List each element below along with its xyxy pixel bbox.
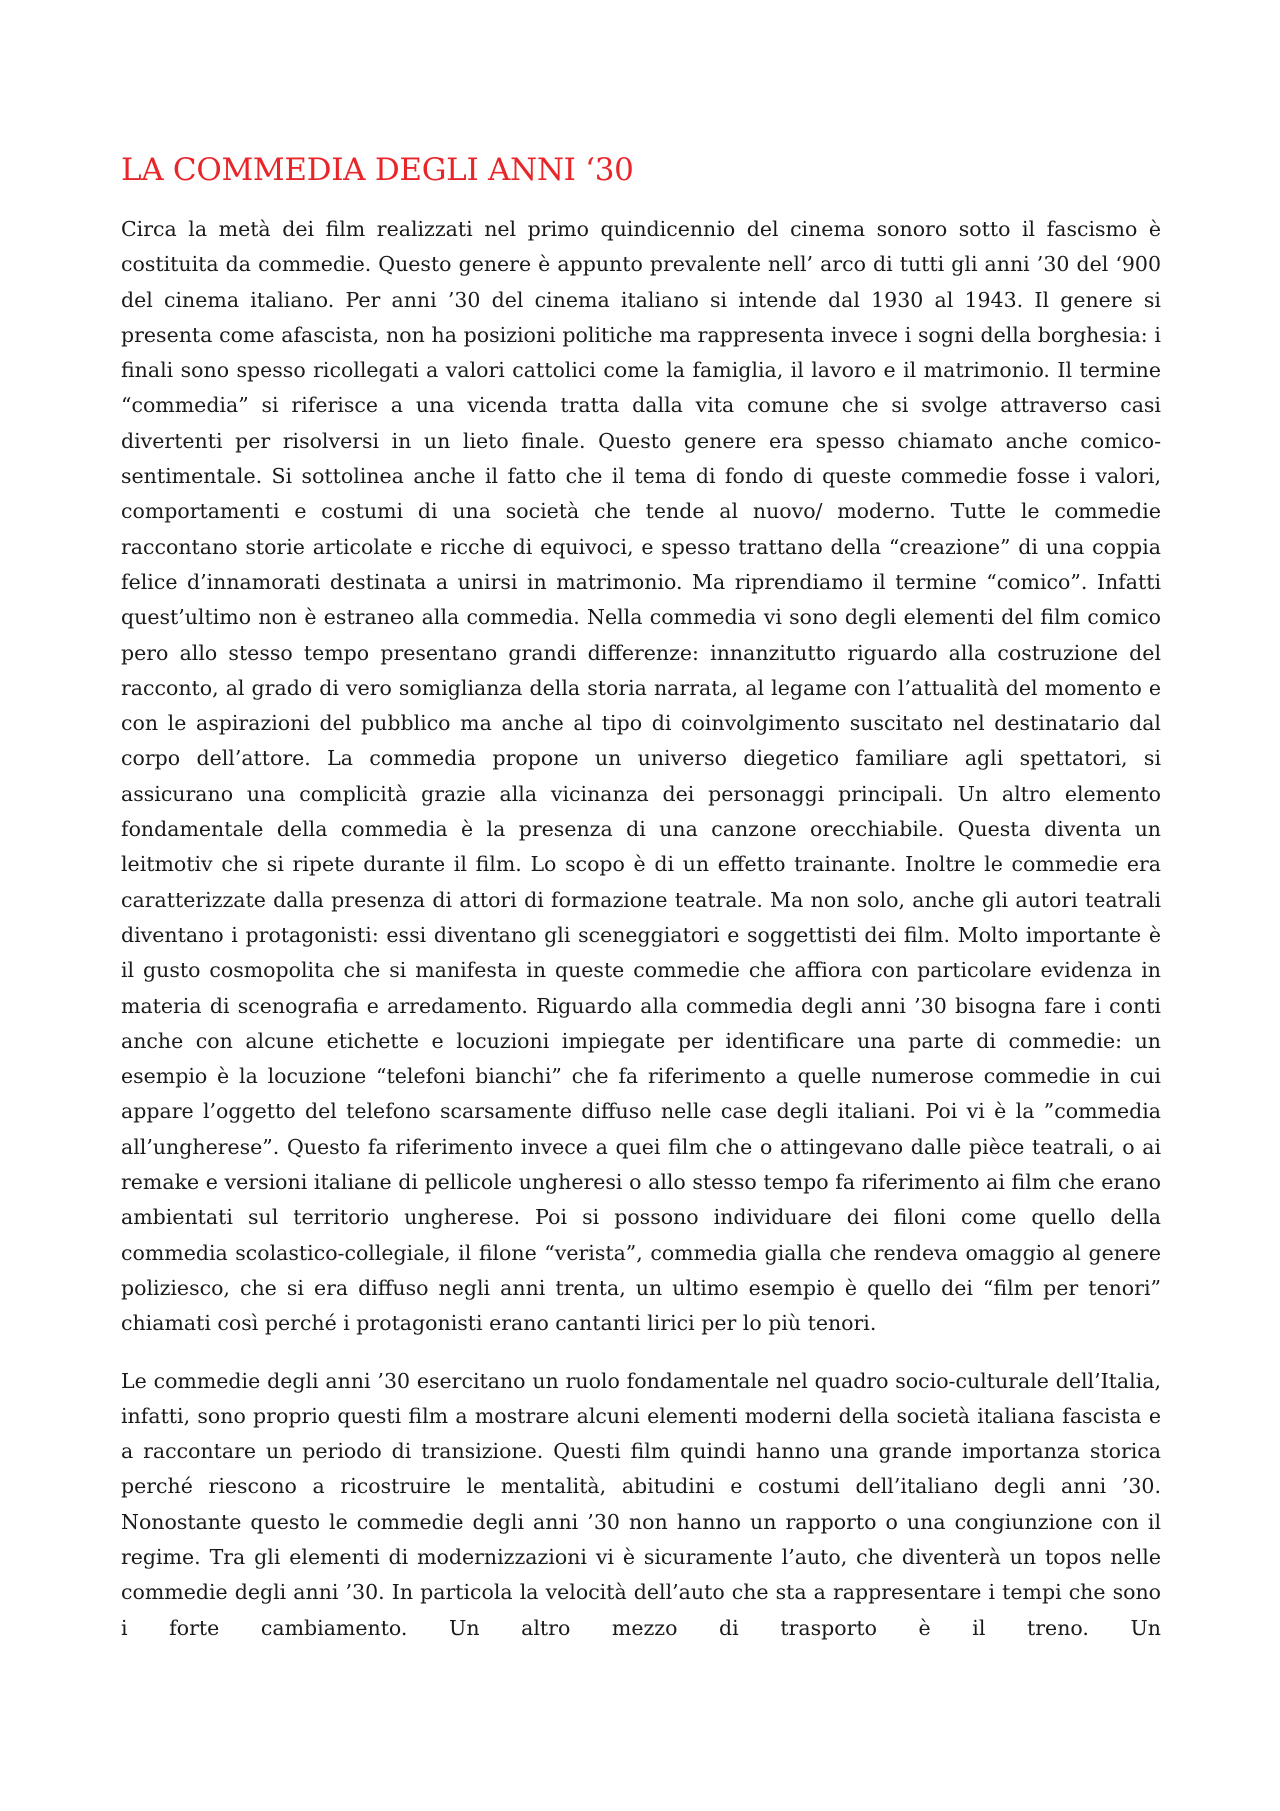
document-title: LA COMMEDIA DEGLI ANNI ‘30	[121, 152, 634, 188]
paragraph-2: Le commedie degli anni ’30 esercitano un ruolo fondamentale nel quadro socio-culturale dell’Italia, infatti, sono proprio questi film a mostrare alcuni elementi moderni della società italiana fascista e a raccontare un periodo di transizione. Questi film quindi hanno una grande importanza storica perché riescono a ricostruire le mentalità, abitudini e costumi dell’italiano degli anni ’30. Nonostante questo le commedie degli anni ’30 non hanno un rapporto o una congiunzione con il regime. Tra gli elementi di modernizzazioni vi è sicuramente l’auto, che diventerà un topos nelle commedie degli anni ’30. In particola la velocità dell’auto che sta a rappresentare i tempi che sono i forte cambiamento. Un altro mezzo di trasporto è il treno. Un	[121, 1368, 1161, 1640]
document-page	[121, 150, 1161, 1646]
paragraph-1: Circa la metà dei film realizzati nel primo quindicennio del cinema sonoro sotto il fascismo è costituita da commedie. Questo genere è appunto prevalente nell’ arco di tutti gli anni ’30 del ‘900 del cinema italiano. Per anni ’30 del cinema italiano si intende dal 1930 al 1943. Il genere si presenta come afascista, non ha posizioni politiche ma rappresenta invece i sogni della borghesia: i finali sono spesso ricollegati a valori cattolici come la famiglia, il lavoro e il matrimonio. Il termine “commedia” si riferisce a una vicenda tratta dalla vita comune che si svolge attraverso casi divertenti per risolversi in un lieto finale. Questo genere era spesso chiamato anche comico-sentimentale. Si sottolinea anche il fatto che il tema di fondo di queste commedie fosse i valori, comportamenti e costumi di una società che tende al nuovo/ moderno. Tutte le commedie raccontano storie articolate e ricche di equivoci, e spesso trattano della “creazione” di una coppia felice d’innamorati destinata a unirsi in matrimonio. Ma riprendiamo il termine “comico”. Infatti quest’ultimo non è estraneo alla commedia. Nella commedia vi sono degli elementi del film comico pero allo stesso tempo presentano grandi differenze: innanzitutto riguardo alla costruzione del racconto, al grado di vero somiglianza della storia narrata, al legame con l’attualità del momento e con le aspirazioni del pubblico ma anche al tipo di coinvolgimento suscitato nel destinatario dal corpo dell’attore. La commedia propone un universo diegetico familiare agli spettatori, si assicurano una complicità grazie alla vicinanza dei personaggi principali. Un altro elemento fondamentale della commedia è la presenza di una canzone orecchiabile. Questa diventa un leitmotiv che si ripete durante il film. Lo scopo è di un effetto trainante. Inoltre le commedie era caratterizzate dalla presenza di attori di formazione teatrale. Ma non solo, anche gli autori teatrali diventano i protagonisti: essi diventano gli sceneggiatori e soggettisti dei film. Molto importante è il gusto cosmopolita che si manifesta in queste commedie che affiora con particolare evidenza in materia di scenografia e arredamento. Riguardo alla commedia degli anni ’30 bisogna fare i conti anche con alcune etichette e locuzioni impiegate per identificare una parte di commedie: un esempio è la locuzione “telefoni bianchi” che fa riferimento a quelle numerose commedie in cui appare l’oggetto del telefono scarsamente diffuso nelle case degli italiani. Poi vi è la ”commedia all’ungherese”. Questo fa riferimento invece a quei film che o attingevano dalle pièce teatrali, o ai remake e versioni italiane di pellicole ungheresi o allo stesso tempo fa riferimento ai film che erano ambientati sul territorio ungherese. Poi si possono individuare dei filoni come quello della commedia scolastico-collegiale, il filone “verista”, commedia gialla che rendeva omaggio al genere poliziesco, che si era diffuso negli anni trenta, un ultimo esempio è quello dei “film per tenori” chiamati così perché i protagonisti erano cantanti lirici per lo più tenori.	[121, 217, 1161, 1336]
